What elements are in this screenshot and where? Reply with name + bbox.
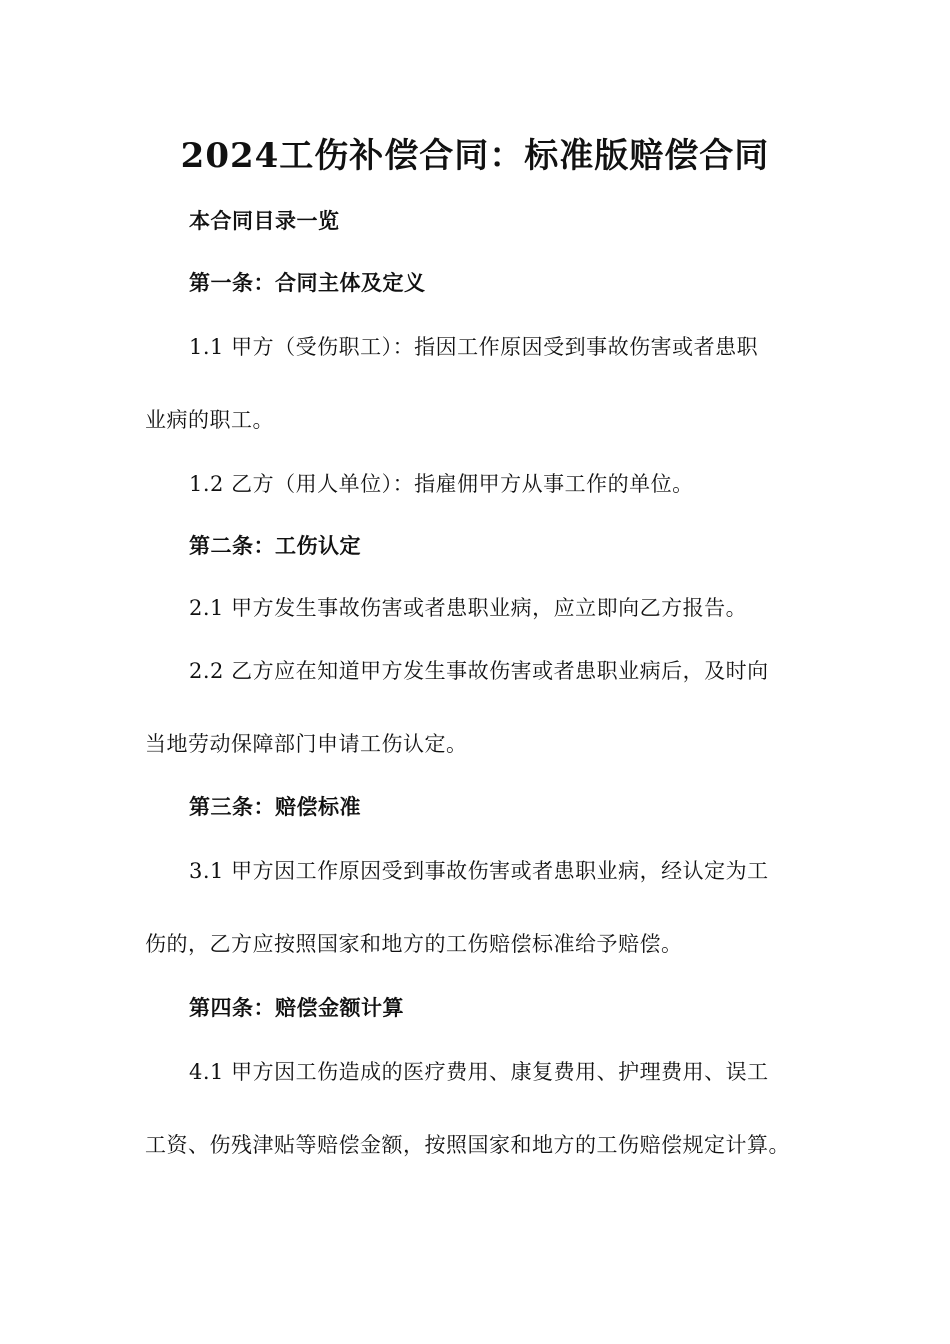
clause-1-2: 1.2 乙方（用人单位）：指雇佣甲方从事工作的单位。 — [189, 472, 694, 496]
article-2-heading: 第二条：工伤认定 — [189, 534, 361, 558]
clause-4-1-line-1: 4.1 甲方因工伤造成的医疗费用、康复费用、护理费用、误工 — [189, 1060, 769, 1084]
article-4-heading: 第四条：赔偿金额计算 — [189, 996, 404, 1020]
clause-2-2-line-2: 当地劳动保障部门申请工伤认定。 — [145, 732, 468, 756]
article-1-heading: 第一条：合同主体及定义 — [189, 271, 426, 295]
clause-3-1-line-2: 伤的，乙方应按照国家和地方的工伤赔偿标准给予赔偿。 — [145, 932, 683, 956]
toc-heading: 本合同目录一览 — [189, 209, 340, 233]
clause-1-1-line-1: 1.1 甲方（受伤职工）：指因工作原因受到事故伤害或者患职 — [189, 335, 759, 359]
clause-4-1-line-2: 工资、伤残津贴等赔偿金额，按照国家和地方的工伤赔偿规定计算。 — [145, 1133, 790, 1157]
document-title: 2024工伤补偿合同：标准版赔偿合同 — [180, 136, 770, 176]
clause-2-1: 2.1 甲方发生事故伤害或者患职业病，应立即向乙方报告。 — [189, 596, 748, 620]
clause-2-2-line-1: 2.2 乙方应在知道甲方发生事故伤害或者患职业病后，及时向 — [189, 659, 769, 683]
clause-3-1-line-1: 3.1 甲方因工作原因受到事故伤害或者患职业病，经认定为工 — [189, 859, 769, 883]
clause-1-1-line-2: 业病的职工。 — [145, 408, 274, 432]
article-3-heading: 第三条：赔偿标准 — [189, 795, 361, 819]
